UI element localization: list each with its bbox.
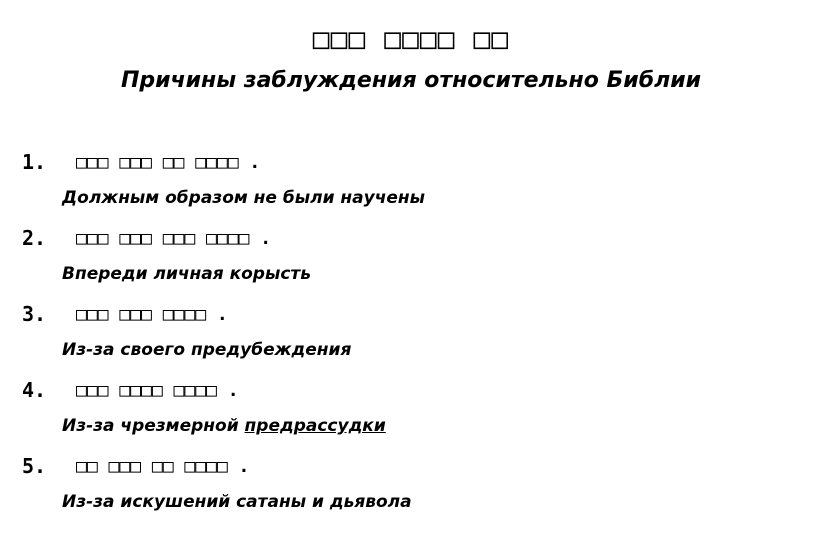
item-native-text: □□□ □□□ □□□□ . — [76, 304, 228, 325]
item-native-text: □□ □□□ □□ □□□□ . — [76, 456, 250, 477]
slide-subtitle: Причины заблуждения относительно Библии — [120, 68, 702, 93]
item-translation — [62, 188, 425, 208]
list-item — [0, 378, 822, 448]
item-translation — [62, 492, 412, 512]
item-translation — [62, 264, 311, 284]
item-number: 5. — [22, 454, 47, 478]
item-native-text: □□□ □□□ □□□ □□□□ . — [76, 228, 272, 249]
item-translation — [62, 340, 351, 360]
translation-underlined: предрассудки — [244, 416, 386, 436]
translation-text: Из-за чрезмерной — [62, 416, 245, 436]
translation-text: Из-за своего предубеждения — [62, 340, 352, 360]
list-item — [0, 150, 822, 220]
list-item — [0, 454, 822, 524]
translation-text: Должным образом не были научены — [62, 188, 426, 208]
translation-text: Впереди личная корысть — [62, 264, 312, 284]
item-native-text: □□□ □□□ □□ □□□□ . — [76, 152, 261, 173]
list-item — [0, 226, 822, 296]
item-translation — [62, 416, 386, 436]
list-item — [0, 302, 822, 372]
item-number: 2. — [22, 226, 47, 250]
item-number: 4. — [22, 378, 47, 402]
item-number: 1. — [22, 150, 47, 174]
item-native-text: □□□ □□□□ □□□□ . — [76, 380, 239, 401]
item-number: 3. — [22, 302, 47, 326]
slide-title: □□□ □□□□ □□ — [312, 22, 510, 55]
translation-text: Из-за искушений сатаны и дьявола — [62, 492, 412, 512]
